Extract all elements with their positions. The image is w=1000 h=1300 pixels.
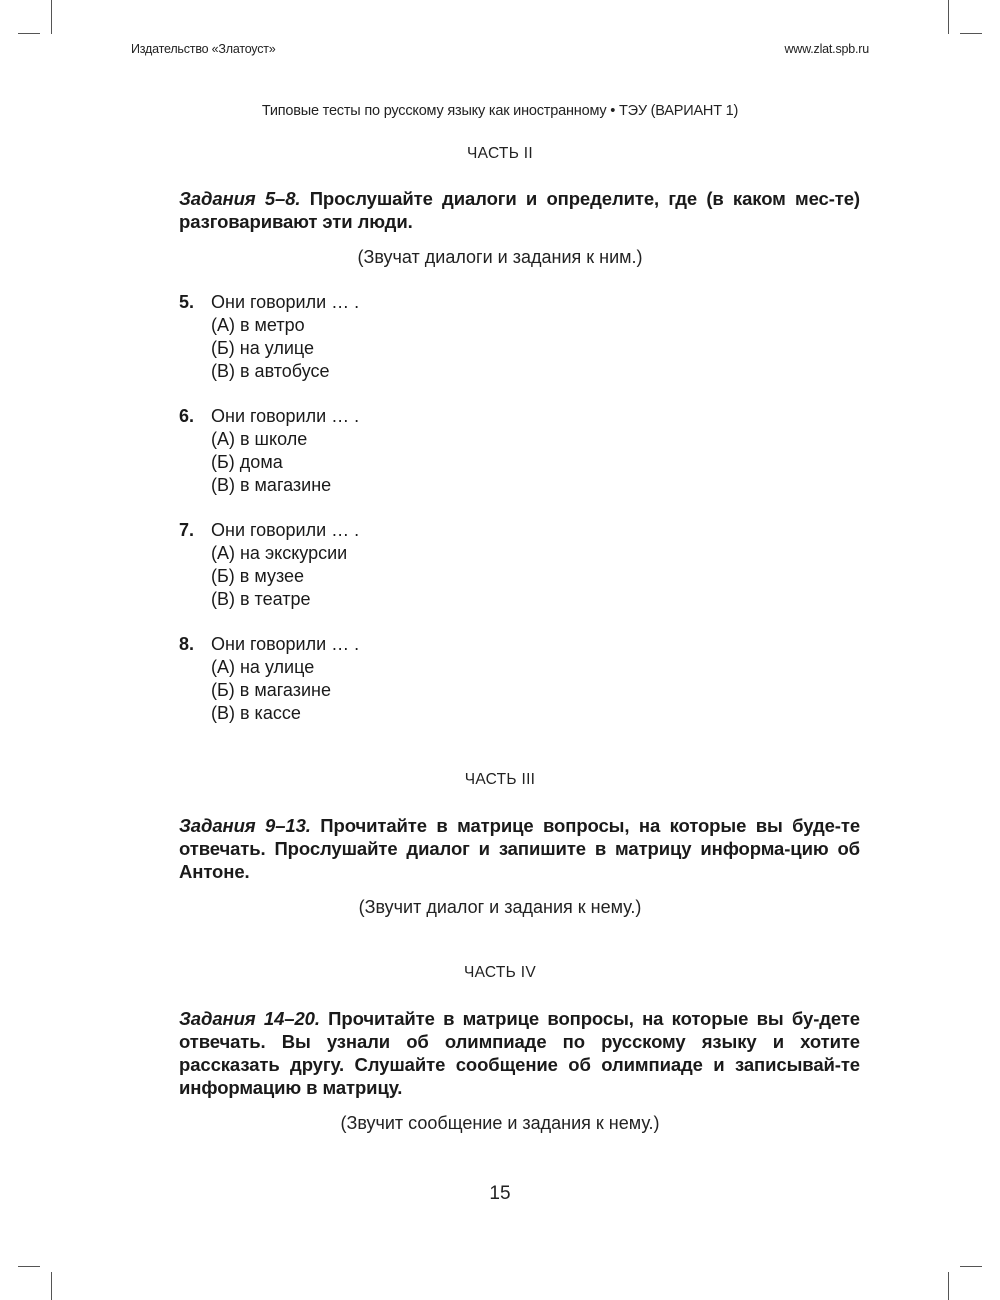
task-label: Задания 14–20. [179, 1008, 320, 1029]
task-label: Задания 5–8. [179, 188, 301, 209]
task-label: Задания 9–13. [179, 815, 311, 836]
question-number: 5. [179, 292, 195, 312]
answer-option-v: (В) в театре [211, 589, 311, 609]
question-6 [179, 405, 359, 497]
question-8 [179, 633, 359, 725]
answer-option-a: (А) в метро [211, 315, 305, 335]
answer-option-v: (В) в автобусе [211, 361, 330, 381]
part-title-3: ЧАСТЬ III [464, 771, 536, 788]
question-5 [179, 291, 359, 383]
answer-option-a: (А) на улице [211, 657, 315, 677]
question-text: Они говорили … . [211, 520, 360, 540]
crop-mark-bottom-left-horizontal [18, 1266, 40, 1267]
task-instruction-14-20 [179, 1007, 860, 1099]
question-text: Они говорили … . [211, 406, 360, 426]
audio-note-part-4: (Звучит сообщение и задания к нему.) [340, 1113, 660, 1133]
question-text: Они говорили … . [211, 634, 360, 654]
publisher-name: Издательство «Златоуст» [131, 42, 276, 56]
audio-note-part-2: (Звучат диалоги и задания к ним.) [357, 247, 643, 267]
part-title-4: ЧАСТЬ IV [464, 964, 536, 981]
crop-mark-top-left-vertical [51, 0, 52, 34]
question-stem [179, 633, 359, 656]
question-stem [179, 291, 359, 314]
question-7 [179, 519, 359, 611]
publisher-website: www.zlat.spb.ru [784, 42, 869, 56]
answer-option-v: (В) в кассе [211, 703, 301, 723]
answer-option-v: (В) в магазине [211, 475, 332, 495]
answer-option-b: (Б) в музее [211, 566, 305, 586]
crop-mark-top-left-horizontal [18, 33, 40, 34]
crop-mark-bottom-right-horizontal [960, 1266, 982, 1267]
question-number: 7. [179, 520, 195, 540]
book-subtitle: Типовые тесты по русскому языку как иностранному • ТЭУ (ВАРИАНТ 1) [261, 103, 739, 119]
question-number: 8. [179, 634, 195, 654]
page-number: 15 [489, 1183, 511, 1204]
crop-mark-bottom-left-vertical [51, 1272, 52, 1300]
answer-option-b: (Б) дома [211, 452, 283, 472]
crop-mark-bottom-right-vertical [948, 1272, 949, 1300]
question-stem [179, 519, 359, 542]
question-number: 6. [179, 406, 195, 426]
crop-mark-top-right-horizontal [960, 33, 982, 34]
answer-option-a: (А) в школе [211, 429, 308, 449]
question-text: Они говорили … . [211, 292, 360, 312]
task-text: Прочитайте в матрице вопросы, на которые вы буде-те отвечать. Прослушайте диалог и запишите в матрицу информа-цию об Антоне. [179, 815, 861, 882]
answer-option-a: (А) на экскурсии [211, 543, 348, 563]
question-stem [179, 405, 359, 428]
task-instruction-9-13 [179, 814, 860, 883]
audio-note-part-3: (Звучит диалог и задания к нему.) [358, 897, 642, 917]
crop-mark-top-right-vertical [948, 0, 949, 34]
task-text: Прочитайте в матрице вопросы, на которые вы бу-дете отвечать. Вы узнали об олимпиаде по русскому языку и хотите рассказать другу. Слушайте сообщение об олимпиаде и записывай-те информацию в матрицу. [179, 1008, 860, 1098]
task-instruction-5-8 [179, 187, 860, 233]
answer-option-b: (Б) в магазине [211, 680, 331, 700]
answer-option-b: (Б) на улице [211, 338, 315, 358]
task-text: Прослушайте диалоги и определите, где (в каком мес-те) разговаривают эти люди. [179, 188, 860, 232]
part-title-2: ЧАСТЬ II [467, 145, 533, 162]
